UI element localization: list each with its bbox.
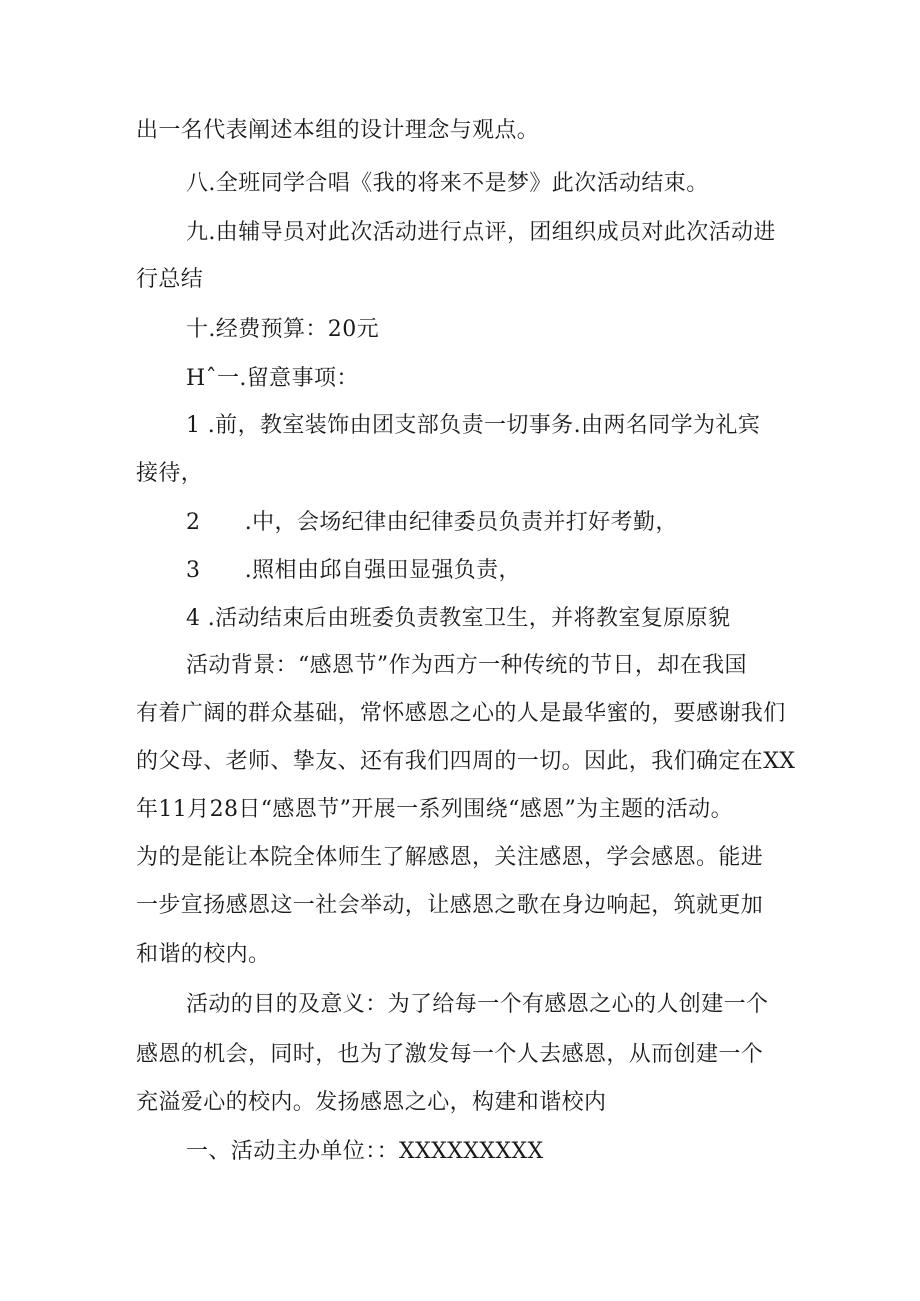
text-line: 1 .前，教室装饰由团支部负责一切事务.由两名同学为礼宾 <box>186 413 761 438</box>
text-line: 一步宣扬感恩这一社会举动，让感恩之歌在身边响起，筑就更加 <box>136 893 764 918</box>
text-line: 行总结 <box>136 267 204 292</box>
text-line: 接待， <box>136 461 204 486</box>
text-line: 活动的目的及意义：为了给每一个有感恩之心的人创建一个 <box>186 992 769 1017</box>
text-line: 的父母、老师、挚友、还有我们四周的一切。因此，我们确定在XX <box>136 749 796 774</box>
text-line: 3 .照相由邱自强田显强负责， <box>186 558 521 583</box>
text-line: 有着广阔的群众基础，常怀感恩之心的人是最华蜜的，要感谢我们 <box>136 701 786 726</box>
text-line: 九.由辅导员对此次活动进行点评，团组织成员对此次活动进 <box>186 220 776 245</box>
text-line: 充溢爱心的校内。发扬感恩之心，构建和谐校内 <box>136 1090 607 1115</box>
text-line: 一、活动主办单位：：XXXXXXXXX <box>186 1139 544 1164</box>
text-line: 2 .中，会场纪律由纪律委员负责并打好考勤， <box>186 510 678 535</box>
text-line: 出一名代表阐述本组的设计理念与观点。 <box>136 118 540 143</box>
text-line: 感恩的机会，同时，也为了激发每一个人去感恩，从而创建一个 <box>136 1042 764 1067</box>
text-line: Hˆ一.留意事项： <box>186 366 359 391</box>
text-line: 和谐的校内。 <box>136 942 271 967</box>
text-line: 十.经费预算：20元 <box>186 317 379 342</box>
text-line: 活动背景：“感恩节”作为西方一种传统的节日，却在我国 <box>186 653 747 678</box>
text-line: 为的是能让本院全体师生了解感恩，关注感恩，学会感恩。能进 <box>136 845 764 870</box>
text-line: 年11月28日“感恩节”开展一系列围绕“感恩”为主题的活动。 <box>136 797 733 822</box>
text-line: 八.全班同学合唱《我的将来不是梦》此次活动结束。 <box>186 171 709 196</box>
text-line: 4 .活动结束后由班委负责教室卫生，并将教室复原原貌 <box>186 606 731 631</box>
